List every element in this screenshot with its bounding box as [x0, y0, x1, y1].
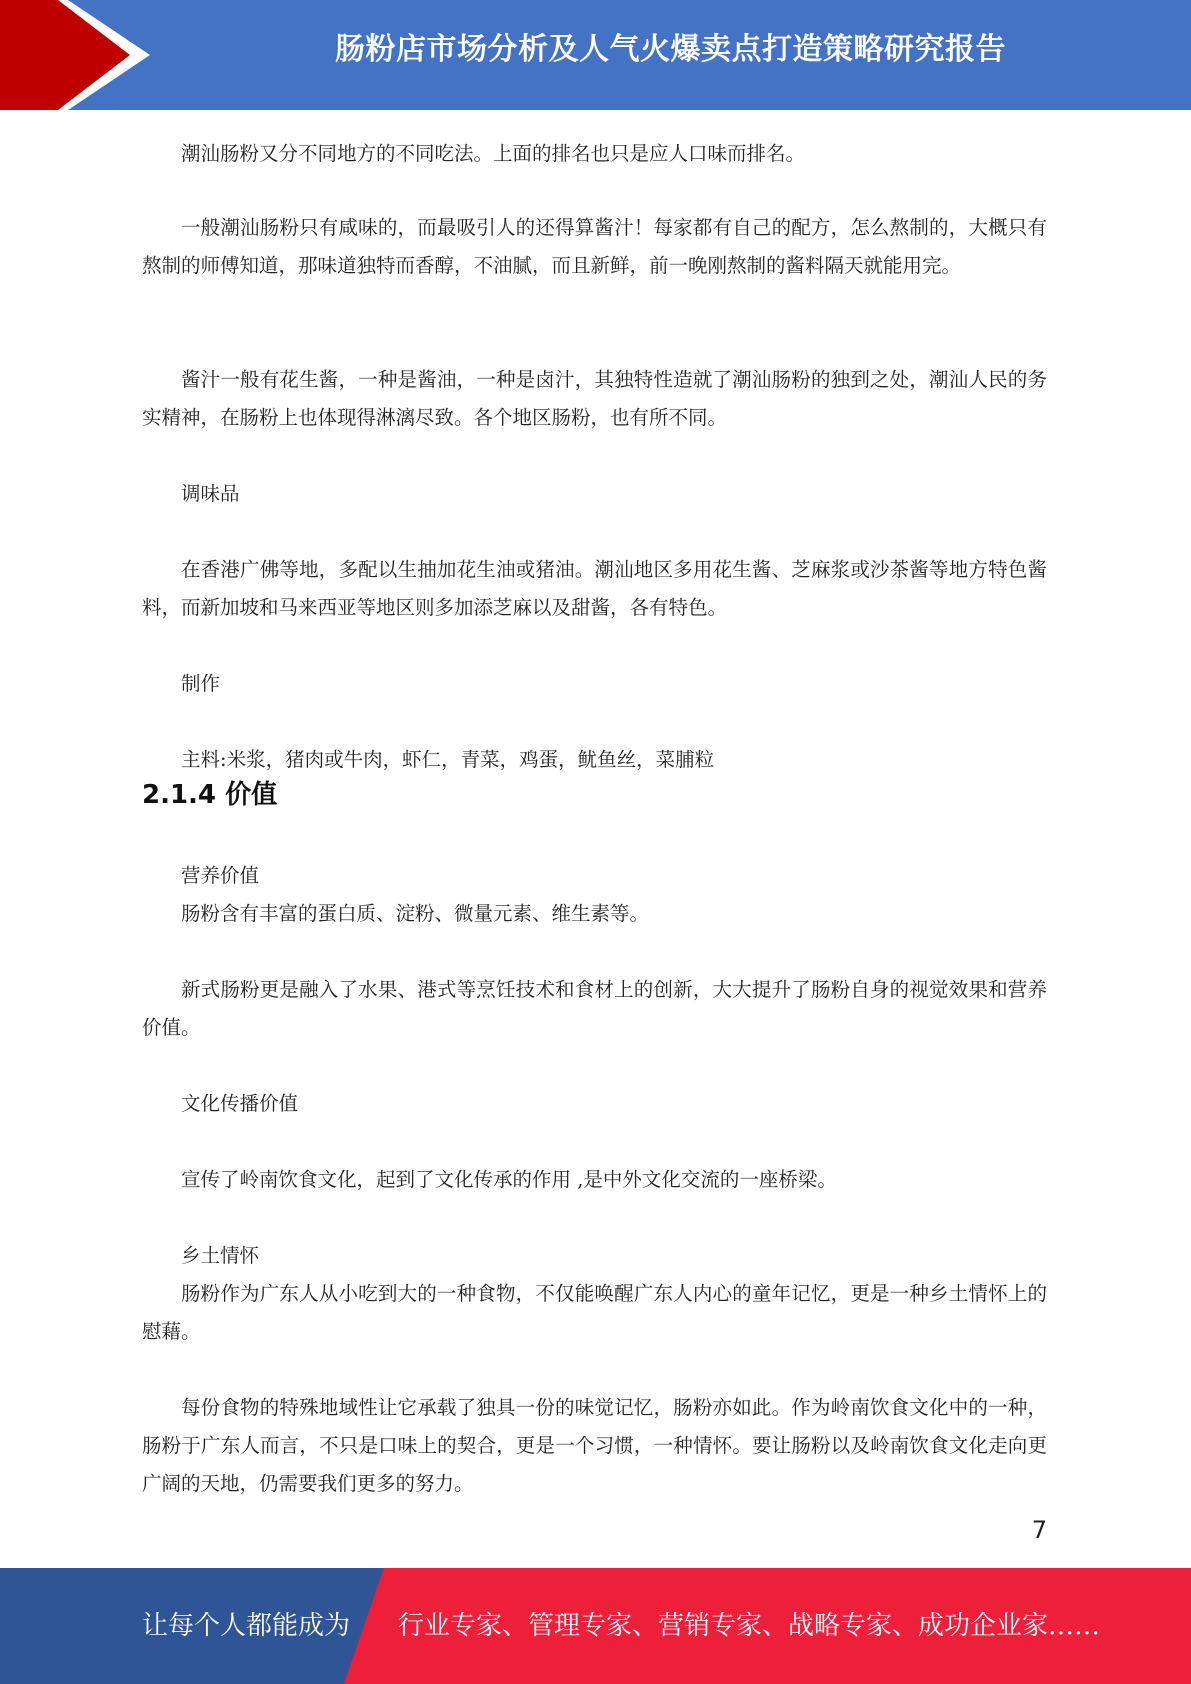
page-number: 7: [1031, 1516, 1047, 1544]
footer-banner: [0, 1568, 1191, 1684]
label-making: 制作: [181, 672, 221, 695]
paragraph-regional-memory: 每份食物的特殊地域性让它承载了独具一份的味觉记忆，肠粉亦如此。作为岭南饮食文化中的一种，肠粉于广东人而言，不只是口味上的契合，更是一个习惯，一种情怀。要让肠粉以及岭南饮食文化走向更广阔的天地，仍需要我们更多的努力。: [142, 1396, 1047, 1495]
paragraph-sauce-types: 酱汁一般有花生酱，一种是酱油，一种是卤汁，其独特性造就了潮汕肠粉的独到之处，潮汕人民的务实精神，在肠粉上也体现得淋漓尽致。各个地区肠粉，也有所不同。: [142, 368, 1047, 429]
paragraph-new-style: 新式肠粉更是融入了水果、港式等烹饪技术和食材上的创新，大大提升了肠粉自身的视觉效果和营养价值。: [142, 978, 1047, 1039]
paragraph-nutrition: 肠粉含有丰富的蛋白质、淀粉、微量元素、维生素等。: [181, 902, 650, 925]
label-nutrition-value: 营养价值: [181, 864, 260, 887]
paragraph-childhood-memory: 肠粉作为广东人从小吃到大的一种食物，不仅能唤醒广东人内心的童年记忆，更是一种乡土情怀上的慰藉。: [142, 1282, 1047, 1343]
paragraph-chaoshan-styles: 潮汕肠粉又分不同地方的不同吃法。上面的排名也只是应人口味而排名。: [181, 142, 806, 165]
section-heading: 2.1.4 价值: [142, 780, 278, 810]
label-homeland-feeling: 乡土情怀: [181, 1244, 260, 1267]
label-cultural-value: 文化传播价值: [181, 1092, 299, 1115]
paragraph-sauce: 一般潮汕肠粉只有咸味的，而最吸引人的还得算酱汁！每家都有自己的配方，怎么熬制的，大概只有熬制的师傅知道，那味道独特而香醇，不油腻，而且新鲜，前一晚刚熬制的酱料隔天就能用完。: [142, 216, 1047, 277]
label-seasoning: 调味品: [181, 482, 240, 505]
footer-slogan-left: 让每个人都能成为: [142, 1611, 351, 1641]
paragraph-culture: 宣传了岭南饮食文化，起到了文化传承的作用 ,是中外文化交流的一座桥梁。: [181, 1168, 837, 1191]
paragraph-regional-seasoning: 在香港广佛等地，多配以生抽加花生油或猪油。潮汕地区多用花生酱、芝麻浆或沙茶酱等地方特色酱料，而新加坡和马来西亚等地区则多加添芝麻以及甜酱，各有特色。: [142, 558, 1047, 619]
report-title: 肠粉店市场分析及人气火爆卖点打造策略研究报告: [335, 32, 1006, 67]
footer-slogan-right: 行业专家、管理专家、营销专家、战略专家、成功企业家……: [398, 1611, 1101, 1641]
header-banner: [0, 0, 1191, 110]
paragraph-ingredients: 主料:米浆，猪肉或牛肉，虾仁，青菜，鸡蛋，鱿鱼丝，菜脯粒: [181, 748, 715, 771]
